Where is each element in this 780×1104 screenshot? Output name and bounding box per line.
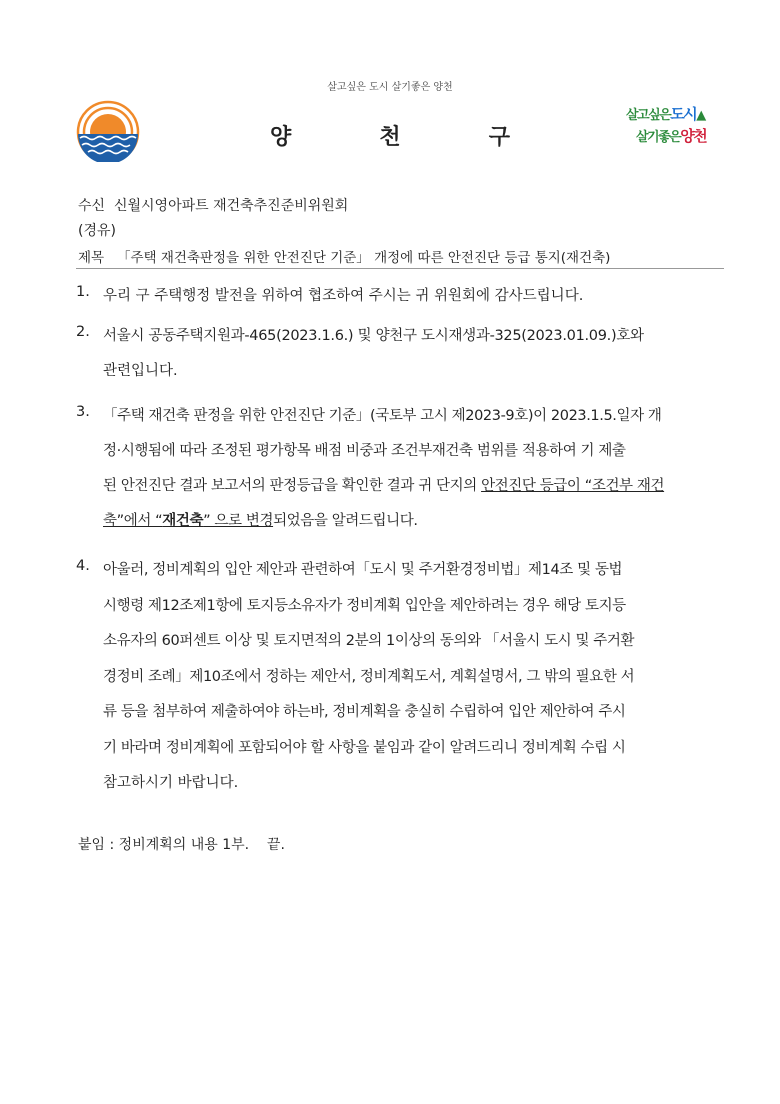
- subject: 「주택 재건축판정을 위한 안전진단 기준」 개정에 따른 안전진단 등급 통지(재건축): [116, 250, 611, 266]
- title-char: 양: [270, 125, 292, 150]
- divider: [76, 268, 724, 269]
- item-2-line: 관련입니다.: [103, 363, 178, 379]
- item-4-line: 아울러, 정비계획의 입안 제안과 관련하여「도시 및 주거환경정비법」제14조 및 동법: [103, 562, 623, 578]
- item-4-line: 경정비 조례」제10조에서 정하는 제안서, 정비계획도서, 계획설명서, 그 밖의 필요한 서: [103, 669, 635, 685]
- motto: 살고싶은 도시 살기좋은 양천: [327, 82, 453, 93]
- yangcheon-emblem-logo: [76, 98, 140, 162]
- item-4-line: 기 바라며 정비계획에 포함되어야 할 사항을 붙임과 같이 알려드리니 정비계획 수립 시: [103, 740, 626, 756]
- item-4-line: 소유자의 60퍼센트 이상 및 토지면적의 2분의 1이상의 동의와 「서울시 도시 및 주거환: [103, 633, 635, 649]
- recipient: 신월시영아파트 재건축추진준비위원회: [113, 198, 349, 214]
- via-row: (경유): [78, 223, 116, 239]
- item-3-line: 정·시행됨에 따라 조정된 평가항목 배점 비중과 조건부재건축 범위를 적용하여 기 제출: [103, 443, 626, 459]
- item-2-line: 서울시 공동주택지원과-465(2023.1.6.) 및 양천구 도시재생과-325(2023.01.09.)호와: [103, 328, 644, 344]
- item-3-line: 된 안전진단 결과 보고서의 판정등급을 확인한 결과 귀 단지의 안전진단 등급이 “조건부 재건: [103, 474, 723, 495]
- item-4-line: 시행령 제12조제1항에 토지등소유자가 정비계획 입안을 제안하려는 경우 해당 토지등: [103, 598, 626, 614]
- grade-underline: 안전진단 등급이 “조건부 재건: [481, 478, 665, 494]
- attachment: 붙임 : 정비계획의 내용 1부. 끝.: [78, 837, 285, 853]
- recipient-row: 수신 신월시영아파트 재건축추진준비위원회: [78, 198, 349, 214]
- grade-rebuild: 재건축: [162, 513, 204, 529]
- subject-row: 제목 「주택 재건축판정을 위한 안전진단 기준」 개정에 따른 안전진단 등급 통지(재건축): [78, 250, 611, 266]
- item-4-line: 류 등을 첨부하여 제출하여야 하는바, 정비계획을 충실히 수립하여 입안 제안하여 주시: [103, 704, 626, 720]
- item-3-line: 축”에서 “ 재건축 ” 으로 변경 되었음을 알려드립니다.: [103, 509, 723, 530]
- item-1-line: 우리 구 주택행정 발전을 위하여 협조하여 주시는 귀 위원회에 감사드립니다.: [103, 288, 584, 304]
- page-title: [270, 120, 510, 151]
- item-number: 3.: [76, 404, 90, 420]
- title-char: 천: [379, 125, 401, 150]
- item-number: 2.: [76, 324, 90, 340]
- item-3-line: 「주택 재건축 판정을 위한 안전진단 기준」(국토부 고시 제2023-9호)이 2023.1.5.일자 개: [103, 408, 662, 424]
- item-number: 4.: [76, 558, 90, 574]
- item-4-line: 참고하시기 바랍니다.: [103, 775, 239, 791]
- slogan-logo: 살고싶은도시▲ 살기좋은양천: [626, 105, 707, 145]
- item-number: 1.: [76, 284, 90, 300]
- title-char: 구: [488, 125, 510, 150]
